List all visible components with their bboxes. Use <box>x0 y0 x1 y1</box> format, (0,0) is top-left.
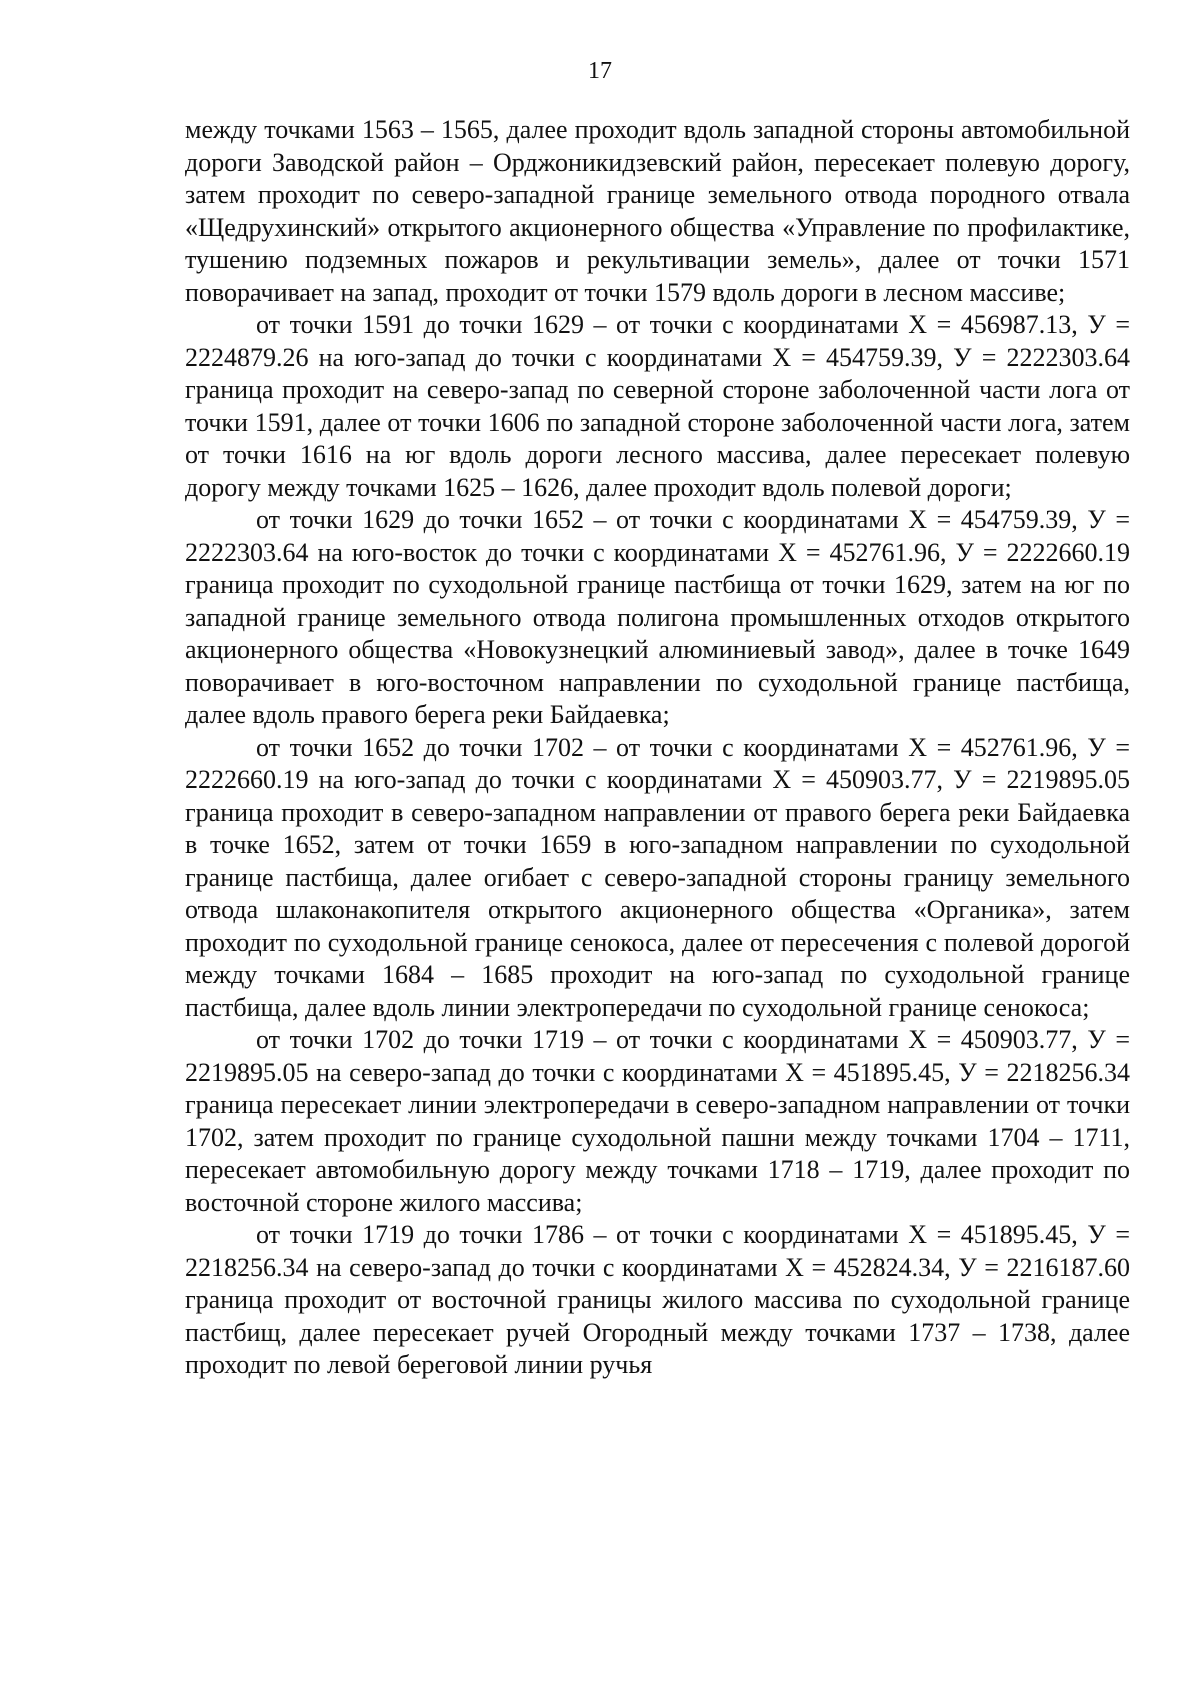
paragraph-continuation: между точками 1563 – 1565, далее проходит вдоль западной стороны автомобильной дороги Заводской район – Орджоникидзевский район, пересекает полевую дорогу, затем проходит по северо-западной границе земельного отвода породного отвала «Щедрухинский» открытого акционерного общества «Управление по профилактике, тушению подземных пожаров и рекультивации земель», далее от точки 1571 поворачивает на запад, проходит от точки 1579 вдоль дороги в лесном массиве; <box>185 115 1130 307</box>
paragraph-points-1629-1652: от точки 1629 до точки 1652 – от точки с координатами Х = 454759.39, У = 2222303.64 на юго-восток до точки с координатами Х = 452761.96, У = 2222660.19 граница проходит по суходольной границе пастбища от точки 1629, затем на юг по западной границе земельного отвода полигона промышленных отходов открытого акционерного общества «Новокузнецкий алюминиевый завод», далее в точке 1649 поворачивает в юго-восточном направлении по суходольной границе пастбища, далее вдоль правого берега реки Байдаевка; <box>185 505 1130 729</box>
page-number: 17 <box>588 58 612 84</box>
body-text <box>185 114 1130 1382</box>
paragraph-points-1719-1786: от точки 1719 до точки 1786 – от точки с координатами Х = 451895.45, У = 2218256.34 на северо-запад до точки с координатами Х = 452824.34, У = 2216187.60 граница проходит от восточной границы жилого массива по суходольной границе пастбищ, далее пересекает ручей Огородный между точками 1737 – 1738, далее проходит по левой береговой линии ручья <box>185 1220 1130 1379</box>
paragraph-points-1591-1629: от точки 1591 до точки 1629 – от точки с координатами Х = 456987.13, У = 2224879.26 на юго-запад до точки с координатами Х = 454759.39, У = 2222303.64 граница проходит на северо-запад по северной стороне заболоченной части лога от точки 1591, далее от точки 1606 по западной стороне заболоченной части лога, затем от точки 1616 на юг вдоль дороги лесного массива, далее пересекает полевую дорогу между точками 1625 – 1626, далее проходит вдоль полевой дороги; <box>185 310 1130 502</box>
paragraph-points-1652-1702: от точки 1652 до точки 1702 – от точки с координатами Х = 452761.96, У = 2222660.19 на юго-запад до точки с координатами Х = 450903.77, У = 2219895.05 граница проходит в северо-западном направлении от правого берега реки Байдаевка в точке 1652, затем от точки 1659 в юго-западном направлении по суходольной границе пастбища, далее огибает с северо-западной стороны границу земельного отвода шлаконакопителя открытого акционерного общества «Органика», затем проходит по суходольной границе сенокоса, далее от пересечения с полевой дорогой между точками 1684 – 1685 проходит на юго-запад по суходольной границе пастбища, далее вдоль линии электропередачи по суходольной границе сенокоса; <box>185 732 1130 1022</box>
paragraph-points-1702-1719: от точки 1702 до точки 1719 – от точки с координатами Х = 450903.77, У = 2219895.05 на северо-запад до точки с координатами Х = 451895.45, У = 2218256.34 граница пересекает линии электропередачи в северо-западном направлении от точки 1702, затем проходит по границе суходольной пашни между точками 1704 – 1711, пересекает автомобильную дорогу между точками 1718 – 1719, далее проходит по восточной стороне жилого массива; <box>185 1025 1130 1217</box>
